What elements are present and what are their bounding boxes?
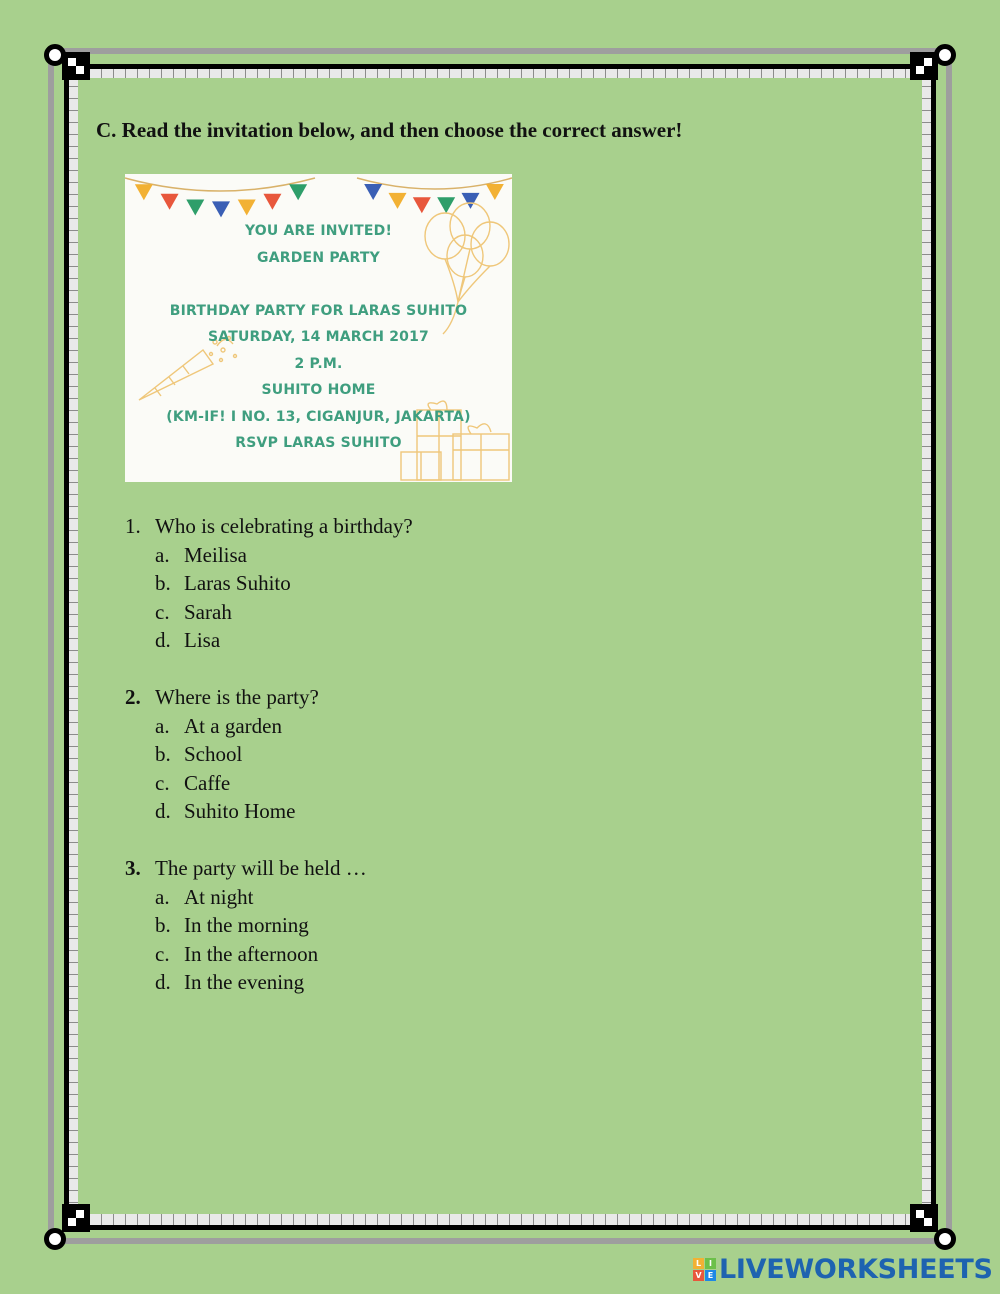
bunting-flag [413, 197, 431, 213]
option-text: Suhito Home [184, 799, 296, 823]
bunting-flag [486, 184, 504, 200]
bunting-flag [364, 184, 382, 200]
bunting-flag [238, 199, 256, 215]
section-heading: C. Read the invitation below, and then choose the correct answer! [96, 118, 683, 142]
option-text: School [184, 742, 243, 766]
bunting-flag [289, 184, 307, 200]
invitation-line: SATURDAY, 14 MARCH 2017 [208, 329, 429, 345]
question-number: 2. [125, 685, 141, 709]
answer-option[interactable] [125, 940, 725, 969]
answer-option[interactable] [125, 712, 725, 741]
invitation-line-gap [125, 271, 512, 298]
bunting-flag [263, 194, 281, 210]
corner-ornament-top-right [920, 40, 960, 80]
answer-option[interactable] [125, 968, 725, 997]
bunting-flag [161, 194, 179, 210]
logo-letter: L [693, 1258, 704, 1269]
question-3 [125, 854, 725, 997]
invitation-line: 2 P.M. [294, 355, 343, 372]
answer-option[interactable] [125, 541, 725, 570]
corner-ornament-top-left [40, 40, 80, 80]
invitation-line: YOU ARE INVITED! [244, 223, 393, 239]
question-2 [125, 683, 725, 826]
option-letter: d. [155, 628, 171, 652]
corner-ornament-bottom-right [920, 1214, 960, 1254]
question-text: Who is celebrating a birthday? [155, 514, 413, 538]
answer-option[interactable] [125, 740, 725, 769]
option-letter: d. [155, 970, 171, 994]
option-letter: b. [155, 742, 171, 766]
logo-letter: I [705, 1258, 716, 1269]
answer-option[interactable] [125, 626, 725, 655]
option-text: In the evening [184, 970, 305, 994]
option-text: Caffe [184, 770, 231, 795]
option-letter: c. [155, 941, 170, 966]
option-text: Laras Suhito [184, 571, 291, 595]
option-text: At night [184, 884, 254, 909]
question-text: Where is the party? [155, 685, 319, 709]
invitation-line: (KM-IF! I NO. 13, CIGANJUR, JAKARTA) [166, 408, 471, 425]
bunting-flag [462, 193, 480, 209]
option-text: Meilisa [184, 542, 247, 567]
question-number: 1. [125, 514, 141, 538]
option-letter: b. [155, 571, 171, 595]
bunting-flag [212, 201, 230, 217]
invitation-line: RSVP LARAS SUHITO [235, 435, 402, 451]
option-letter: c. [155, 599, 170, 624]
answer-option[interactable] [125, 911, 725, 940]
invitation-card [125, 174, 512, 482]
option-text: In the afternoon [184, 941, 319, 966]
option-letter: c. [155, 770, 170, 795]
bunting-flag [186, 199, 204, 215]
answer-option[interactable] [125, 797, 725, 826]
invitation-line: BIRTHDAY PARTY FOR LARAS SUHITO [169, 302, 468, 319]
question-text: The party will be held … [155, 856, 367, 880]
question-list [125, 512, 725, 1025]
option-letter: b. [155, 913, 171, 937]
option-letter: d. [155, 799, 171, 823]
answer-option[interactable] [125, 769, 725, 798]
logo-letter: E [705, 1270, 716, 1281]
bunting-flag [135, 184, 153, 200]
option-text: Lisa [184, 628, 221, 652]
answer-option[interactable] [125, 598, 725, 627]
option-letter: a. [155, 884, 170, 909]
invitation-line: GARDEN PARTY [257, 249, 380, 266]
logo-grid-icon [693, 1258, 716, 1281]
answer-option[interactable] [125, 883, 725, 912]
question-1 [125, 512, 725, 655]
corner-ornament-bottom-left [40, 1214, 80, 1254]
logo-letter: V [693, 1270, 704, 1281]
invitation-text [125, 218, 512, 457]
option-text: At a garden [184, 713, 282, 738]
logo-wordmark: LIVEWORKSHEETS [719, 1253, 993, 1285]
question-number: 3. [125, 856, 141, 880]
option-letter: a. [155, 542, 170, 567]
option-letter: a. [155, 713, 170, 738]
bunting-flag [389, 193, 407, 209]
option-text: In the morning [184, 913, 309, 937]
bunting-flag [437, 197, 455, 213]
liveworksheets-logo [693, 1254, 993, 1284]
invitation-line: SUHITO HOME [261, 382, 376, 398]
answer-option[interactable] [125, 569, 725, 598]
option-text: Sarah [184, 599, 232, 624]
